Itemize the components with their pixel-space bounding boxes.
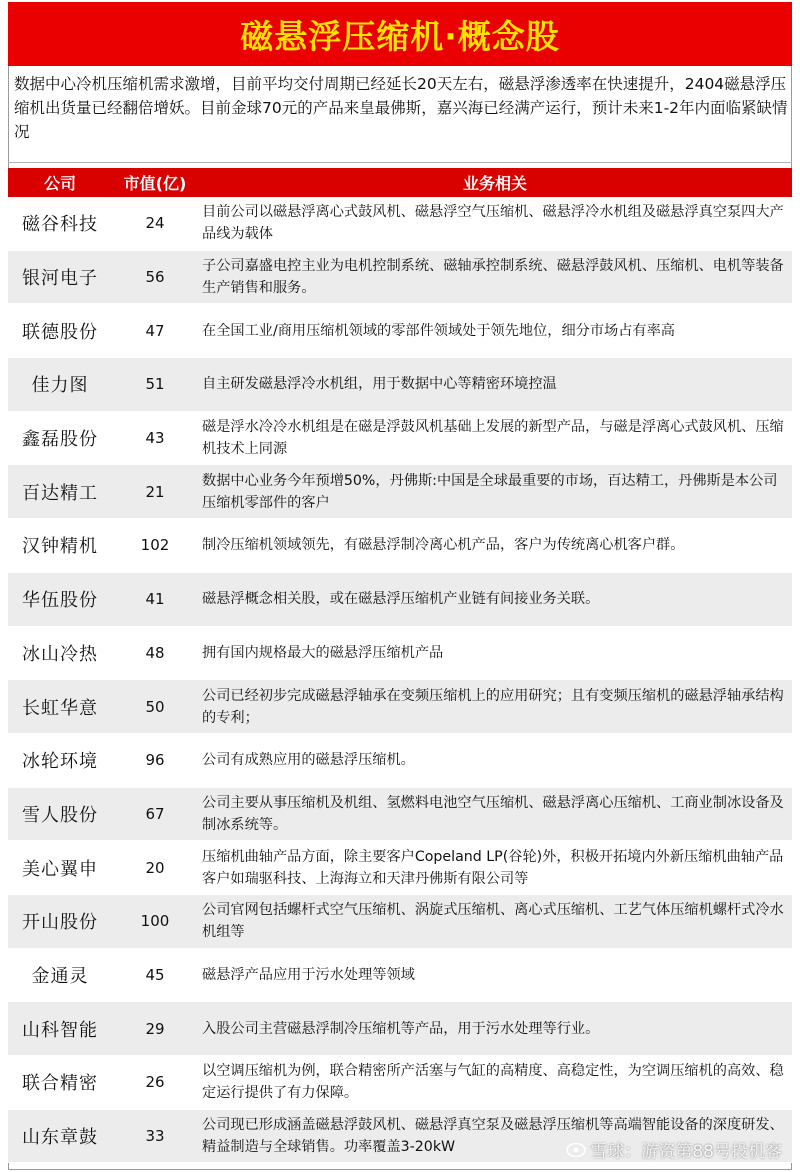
business-description: 入股公司主营磁悬浮制冷压缩机等产品，用于污水处理等行业。: [202, 1020, 600, 1037]
business-description: 公司主要从事压缩机及机组、氢燃料电池空气压缩机、磁悬浮离心压缩机、工商业制冰设备及制冰系统等。: [202, 794, 784, 833]
business-description: 公司已经初步完成磁悬浮轴承在变频压缩机上的应用研究；且有变频压缩机的磁悬浮轴承结构的专利；: [202, 687, 784, 726]
watermark: [566, 1137, 782, 1162]
watermark-text: 雪球：游资第88号投机客: [590, 1142, 782, 1162]
company-name: 汉钟精机: [22, 536, 98, 558]
company-name: 美心翼申: [22, 858, 98, 880]
table-row: [8, 358, 792, 412]
table-row: [8, 627, 792, 681]
business-description: 公司官网包括螺杆式空气压缩机、涡旋式压缩机、离心式压缩机、工艺气体压缩机螺杆式冷水机组等: [202, 902, 784, 941]
company-name: 联德股份: [22, 321, 98, 343]
table-row: [8, 519, 792, 573]
company-name: 雪人股份: [22, 804, 98, 826]
market-cap: 33: [145, 1127, 165, 1146]
divider: [8, 162, 792, 163]
business-description: 公司现已形成涵盖磁悬浮鼓风机、磁悬浮真空泵及磁悬浮压缩机等高端智能设备的深度研发、精益制造与全球销售。功率覆盖3-20kW: [202, 1117, 784, 1156]
table-row: [8, 251, 792, 305]
header-business: 业务相关: [462, 174, 527, 193]
market-cap: 45: [145, 965, 165, 984]
company-name: 长虹华意: [22, 697, 98, 719]
business-description: 在全国工业/商用压缩机领域的零部件领域处于领先地位，细分市场占有率高: [202, 322, 675, 339]
table-row: [8, 949, 792, 1003]
market-cap: 96: [145, 751, 165, 770]
table-row: [8, 841, 792, 895]
company-name: 百达精工: [22, 482, 98, 504]
business-description: 子公司嘉盛电控主业为电机控制系统、磁轴承控制系统、磁悬浮鼓风机、压缩机、电机等装备生产销售和服务。: [202, 258, 784, 297]
company-name: 联合精密: [22, 1073, 98, 1095]
company-name: 佳力图: [31, 375, 89, 397]
market-cap: 26: [145, 1073, 165, 1092]
table-row: [8, 680, 792, 734]
table-row: [8, 412, 792, 466]
market-cap: 47: [145, 321, 165, 340]
table-row: [8, 895, 792, 949]
company-name: 金通灵: [31, 965, 89, 987]
business-description: 数据中心业务今年预增50%，丹佛斯:中国是全球最重要的市场，百达精工，丹佛斯是本公司压缩机零部件的客户: [202, 472, 778, 511]
market-cap: 29: [145, 1019, 165, 1038]
title-banner: [8, 2, 792, 66]
business-description: 磁悬浮产品应用于污水处理等领域: [202, 966, 415, 983]
business-description: 公司有成熟应用的磁悬浮压缩机。: [202, 752, 415, 769]
company-name: 山东章鼓: [22, 1127, 98, 1149]
market-cap: 41: [145, 590, 165, 609]
business-description: 磁是浮水冷冷水机组是在磁是浮鼓风机基础上发展的新型产品，与磁是浮离心式鼓风机、压缩机技术上同源: [202, 419, 784, 458]
table-row: [8, 573, 792, 627]
company-name: 鑫磊股份: [22, 429, 98, 451]
table-row: [8, 465, 792, 519]
table-body: [8, 197, 792, 1163]
table-row: [8, 1002, 792, 1056]
table-row: [8, 1056, 792, 1110]
business-description: 目前公司以磁悬浮离心式鼓风机、磁悬浮空气压缩机、磁悬浮冷水机组及磁悬浮真空泵四大产品线为载体: [202, 204, 784, 243]
market-cap: 56: [145, 268, 165, 287]
market-cap: 21: [145, 482, 165, 501]
company-name: 冰山冷热: [22, 643, 98, 665]
market-cap: 67: [145, 804, 165, 823]
company-name: 冰轮环境: [22, 751, 98, 773]
table-row: [8, 788, 792, 842]
business-description: 以空调压缩机为例，联合精密所产活塞与气缸的高精度、高稳定性，为空调压缩机的高效、稳定运行提供了有力保障。: [202, 1063, 784, 1102]
market-cap: 20: [145, 858, 165, 877]
page-title: 磁悬浮压缩机·概念股: [240, 16, 560, 56]
header-market-cap: 市值(亿): [123, 174, 187, 193]
business-description: 制冷压缩机领域领先，有磁悬浮制冷离心机产品，客户为传统离心机客户群。: [202, 537, 685, 554]
company-name: 山科智能: [22, 1019, 98, 1041]
business-description: 压缩机曲轴产品方面，除主要客户Copeland LP(谷轮)外，积极开拓境内外新压缩机曲轴产品客户如瑞驱科技、上海海立和天津丹佛斯有限公司等: [202, 848, 784, 887]
business-description: 自主研发磁悬浮冷水机组，用于数据中心等精密环境控温: [202, 376, 557, 393]
market-cap: 48: [145, 643, 165, 662]
company-name: 华伍股份: [22, 590, 98, 612]
table-header: [8, 168, 792, 197]
market-cap: 51: [145, 375, 165, 394]
market-cap: 100: [140, 912, 170, 931]
market-cap: 43: [145, 429, 165, 448]
company-name: 银河电子: [22, 268, 98, 290]
market-cap: 50: [145, 697, 165, 716]
table-row: [8, 197, 792, 251]
business-description: 磁悬浮概念相关股，或在磁悬浮压缩机产业链有间接业务关联。: [202, 591, 600, 608]
company-name: 开山股份: [22, 912, 98, 934]
table-row: [8, 734, 792, 788]
snowball-logo-icon: [566, 1142, 586, 1158]
market-cap: 24: [145, 214, 165, 233]
market-cap: 102: [140, 536, 170, 555]
table-row: [8, 304, 792, 358]
intro-paragraph: 数据中心冷机压缩机需求激增，目前平均交付周期已经延长20天左右，磁悬浮渗透率在快速提升，2404磁悬浮压缩机出货量已经翻倍增妖。目前金球70元的产品来皇最佛斯，嘉兴海已经满产运行，预计未来1-2年内面临紧缺情况: [14, 75, 788, 141]
company-name: 磁谷科技: [22, 214, 98, 236]
header-company: 公司: [43, 174, 76, 193]
business-description: 拥有国内规格最大的磁悬浮压缩机产品: [202, 644, 444, 661]
